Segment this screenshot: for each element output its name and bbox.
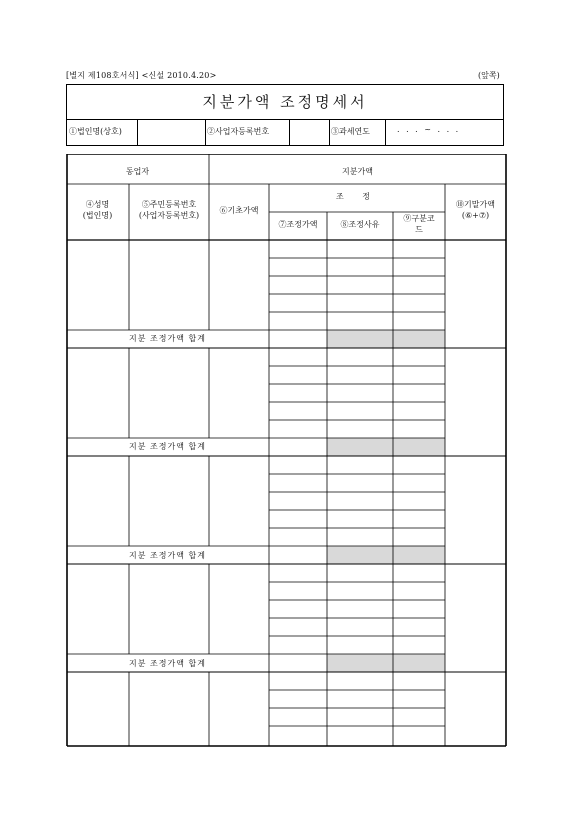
- col-id: ⑤주민등록번호: [141, 200, 197, 209]
- subtotal-label: 지분 조정가액 합계: [129, 442, 206, 451]
- corp-name-field[interactable]: [138, 120, 204, 144]
- subtotal-label: 지분 조정가액 합계: [129, 551, 206, 560]
- col-end: ⑩기말가액: [456, 200, 495, 209]
- shaded-reason-cell: [327, 546, 393, 564]
- shaded-code-cell: [393, 546, 445, 564]
- shaded-code-cell: [393, 438, 445, 456]
- subtotal-label: 지분 조정가액 합계: [129, 334, 206, 343]
- equity-header: 지분가액: [342, 167, 373, 176]
- col-adjust: 조 정: [336, 192, 378, 201]
- page-side-label: (앞쪽): [478, 71, 500, 80]
- shaded-reason-cell: [327, 654, 393, 672]
- shaded-code-cell: [393, 654, 445, 672]
- biz-no-field[interactable]: [290, 120, 328, 144]
- form-title: 지분가액 조정명세서: [202, 93, 368, 111]
- divider: [385, 119, 386, 145]
- title-box: [66, 84, 504, 146]
- col-id-sub: (사업자등록번호): [138, 211, 200, 220]
- col-name: ④성명: [85, 200, 110, 209]
- shaded-code-cell: [393, 330, 445, 348]
- col-name-sub: (법인명): [82, 211, 113, 220]
- col-adj-amount: ⑦조정가액: [278, 220, 318, 229]
- form-reference: [별지 제108호서식] <신설 2010.4.20>: [66, 71, 217, 80]
- col-end-sub: (⑥+⑦): [461, 211, 490, 220]
- shaded-reason-cell: [327, 438, 393, 456]
- col-base: ⑥기초가액: [219, 206, 259, 215]
- divider: [205, 119, 206, 145]
- divider: [329, 119, 330, 145]
- tax-year-label: ③과세연도: [331, 127, 370, 136]
- biz-no-label: ②사업자등록번호: [207, 127, 270, 136]
- shaded-reason-cell: [327, 330, 393, 348]
- col-code: ⑨구분코: [403, 214, 435, 223]
- corp-name-label: ①법인명(상호): [69, 127, 122, 136]
- subtotal-label: 지분 조정가액 합계: [129, 659, 206, 668]
- title-divider: [67, 119, 503, 120]
- partner-header: 동업자: [125, 167, 150, 176]
- tax-year-value[interactable]: . . . ~ . . .: [397, 125, 461, 134]
- col-adj-reason: ⑧조정사유: [340, 220, 380, 229]
- col-code-2: 드: [415, 225, 423, 234]
